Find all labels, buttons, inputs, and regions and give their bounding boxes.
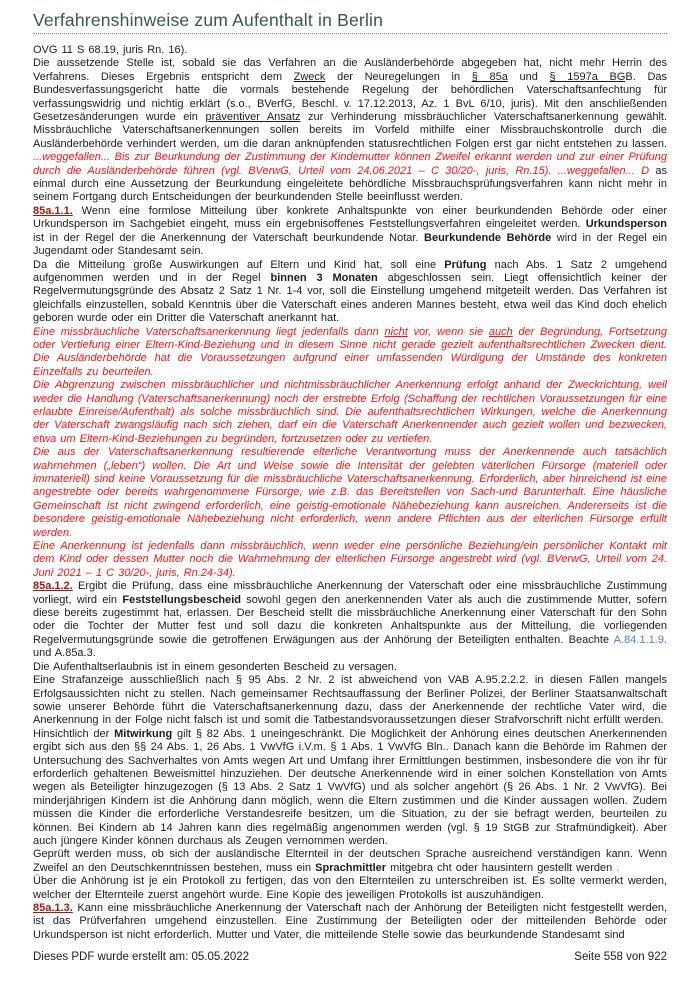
text-segment: Geprüft werden muss, ob sich der ausländische Elternteil in der deutschen Sprache ausreichend verständigen kann. Wenn Zweifel an den Deutschkenntnissen bestehen, muss ein (33, 848, 667, 874)
text-segment: D (641, 164, 650, 177)
text-segment: präventiver Ansatz (205, 111, 301, 124)
text-segment: § 1597a BG (549, 70, 626, 83)
text-segment: Eine missbräuchliche Vaterschaftsanerkennung liegt jedenfalls dann (33, 325, 385, 338)
text-segment: und (507, 70, 550, 83)
text-segment: Die Abgrenzung zwischen missbräuchlicher und nichtmissbräuchlicher Anerkennung erfolgt anhand der Zweckrichtung, weil weder die Handlung (Vaterschaftsanerkennung) noch der erstrebte Erfolg (Schaffung der rechtlichen Voraussetzungen für eine erlaubte Einreise/Aufenthalt) als solche missbräuchlich sind. Die aufenthaltsrechtlichen Wirkungen, welche die Anerkennung der Vaterschaft zwangsläufig nach sich ziehen, darf ein die Vaterschaft Anerkennender auch gezielt wollen und bezwecken, etwa um Eltern-Kind-Beziehungen zu begründen, fortzusetzen oder zu vertiefen. (33, 379, 667, 445)
paragraph (33, 875, 667, 902)
section-label-85a-1-1: 85a.1.1. (33, 204, 73, 217)
text-segment: zur Verhinderung missbräuchlicher Vaterschaftsanerkennung gewählt. Missbräuchliche Vaterschaftsanerkennungen sollen bereits im Vorfeld mithilfe einer Missbrauchskontrolle durch die Ausländerbehörde verhindert werden, um die daran anknüpfenden statusrechtlichen Folgen erst gar nicht entstehen zu lassen. (33, 111, 668, 150)
text-segment: Kann eine missbräuchliche Anerkennung der Vaterschaft nach der Anhörung der Beteiligten nicht festgestellt werden, ist das Prüfverfahren umgehend einzustellen. Eine Zustimmung der Beteiligten oder der mitteilenden Behörde oder Urkundsperson ist nicht erforderlich. Mutter und Vater, die mitteilende Stelle sowie das beurkundende Standesamt sind (33, 902, 667, 941)
paragraph (33, 661, 667, 674)
text-segment: mitgebra cht oder hausintern gestellt werden (386, 861, 617, 874)
text-segment: Über die Anhörung ist je ein Protokoll zu fertigen, das von den Elternteilen zu unterschreiben ist. Es sollte vermerkt werden, welcher der Elternteile zuerst angehört wurde. Eine Kopie des jeweiligen Protokolls ist auszuhändigen. (33, 875, 667, 901)
paragraph (33, 728, 667, 849)
text-segment: nach Abs. 1 Satz 2 umgehend aufgenommen werden und in der Regel (33, 258, 667, 284)
paragraph (33, 580, 667, 660)
text-segment: Da die Mitteilung große Auswirkungen auf Eltern und Kind hat, soll eine (33, 258, 445, 271)
text-segment: Hinsichtlich der (33, 727, 115, 740)
footer-page-number: Seite 558 von 922 (574, 951, 667, 963)
text-segment: Ergibt die Prüfung, dass eine missbräuchliche Anerkennung der Vaterschaft oder eine missbräuchliche Zustimmung vorliegt, wird ein (33, 580, 667, 606)
text-segment: Prüfung (444, 258, 487, 271)
text-segment: Die Aufenthaltserlaubnis ist in einem gesonderten Bescheid zu versagen. (33, 660, 397, 673)
text-segment: gilt § 82 Abs. 1 uneingeschränkt. Die Möglichkeit der Anhörung eines deutschen Anerkennenden ergibt sich aus den §§ 24 Abs. 1, 26 Abs. 1 VwVfG i.V.m. § 1 Abs. 1 VwVfG Bln.. Danach kann die Behörde im Rahmen der Untersuchung des Sachverhaltes von Amts wegen Art und Umfang ihrer Ermittlungen bestimmen, insbesondere die von ihr für erforderlich gehaltenen Beweismittel hinzuziehen. Der deutsche Anerkennende wird in einer solchen Konstellation von Amts wegen als Beteiligter hinzugezogen (§ 13 Abs. 2 Satz 1 VwVfG) und als solcher angehört (§ 26 Abs. 1 Nr. 2 VwVfG). Bei minderjährigen Kindern ist die Anhörung dann möglich, wenn die Eltern zustimmen und die Kinder aussagen wollen. Zudem müssen die Kinder die erforderliche Verstandesreife besitzen, um die Situation, zu der sie befragt werden, beurteilen zu können. Bei Kindern ab 14 Jahren kann dies regelmäßig angenommen werden (vgl. § 19 StGB zur Strafmündigkeit). Aber auch jüngere Kinder können durchaus als Zeugen vernommen werden. (33, 727, 667, 847)
paragraph (33, 57, 667, 204)
text-segment: Die aus der Vaterschaftsanerkennung resultierende elterliche Verantwortung muss der Anerkennende auch tatsächlich wahrnehmen („leben“) wollen. Die Art und Weise sowie die Intensität der gelebten väterlichen Fürsorge (materiell oder immateriell) sind keine Voraussetzung für die missbräuchliche Vaterschaftsanerkennung. Erforderlich, aber hinreichend ist eine angestrebte oder bereits wahrgenommene Fürsorge, wie z.B. das Bereitstellen von Sach-und Barunterhalt. Eine häusliche Gemeinschaft ist nicht zwingend erforderlich, eine geistig-emotionale Nähebeziehung kann ausreichen. Andererseits ist die besondere geistig-emotionale Nähebeziehung nicht erforderlich, wenn andere Pflichten aus der elterlichen Fürsorge erfüllt werden. (33, 446, 667, 539)
text-segment: as einmal durch eine Aussetzung der Beurkundung eingeleitete behördliche Missbrauchsprüfungsverfahren kann nicht mehr in seinem Fortgang durch Entscheidungen der beurkundenden Stelle beeinflusst werden. (33, 164, 667, 204)
text-segment: ...weggefallen... Bis zur Beurkundung der Zustimmung der Kindemutter können Zweifel erkannt werden und zur einer Prüfung durch die Ausländerbehörde führen (vgl. BVerwG, Urteil vom 24.06.2021 – C 30/20-, juris, Rn.15). ...weggefallen... (33, 151, 667, 177)
section-label-85a-1-3: 85a.1.3. (33, 902, 73, 914)
page-title: Verfahrenshinweise zum Aufenthalt in Berlin (33, 10, 384, 30)
text-segment: der Begründung, Fortsetzung oder Vertiefung einer Eltern-Kind-Beziehung und in diesem Sinne nicht gerade gezielt aufenthaltsrechtlichen Zwecken dient. Die Ausländerbehörde hat die Voraussetzungen aufgrund einer umfassenden Würdigung der Umstände des konkreten Einzelfalls zu beurteilen. (33, 325, 667, 378)
paragraph (33, 44, 667, 57)
link-A-84-1-1-9[interactable]: A.84.1.1.9. (613, 633, 667, 646)
text-segment: auch (488, 325, 513, 338)
text-segment: Sprachmittler (315, 861, 387, 874)
text-segment: abgeschlossen sein. Liegt offensichtlich keiner der Regelvermutungsgründe des Absatz 2 Satz 1 Nr. 1-4 vor, soll die Einstellung umgehend mitgeteilt werden. Das Verfahren ist gleichfalls einzustellen, sobald Kenntnis über die Vaterschaft eines anderen Mannes besteht, etwa weil das Kind doch ehelich geboren wurde oder ein Dritter die Vaterschaft anerkannt hat. (33, 271, 667, 325)
text-segment: nicht (384, 325, 408, 338)
paragraph (33, 540, 667, 580)
text-segment: Eine Strafanzeige ausschließlich nach § 95 Abs. 2 Nr. 2 ist abweichend von VAB A.95.2.2.2. in diesen Fällen mangels Erfolgsaussichten nicht zu stellen. Nach gemeinsamer Rechtsauffassung der Berliner Polizei, der Berliner Staatsanwaltschaft sowie unserer Behörde führt die Vaterschaftsanerkennung dazu, dass der Anerkennende der rechtliche Vater wird, die Anerkennung in der Folge nicht falsch ist und somit die Tatbestandsvoraussetzungen dieser Strafvorschrift nicht erfüllt werden. (33, 674, 667, 727)
text-segment: Die aussetzende Stelle ist, sobald sie das Verfahren an die Ausländerbehörde abgegeben hat, nicht mehr Herrin des Verfahrens. Dieses Ergebnis entspricht dem (33, 57, 667, 83)
text-segment: Mitwirkung (114, 727, 173, 740)
text-segment: wird in der Regel ein Jugendamt oder Standesamt sein. (33, 231, 667, 258)
text-segment: binnen 3 Monaten (270, 271, 378, 284)
text-segment: der Neuregelungen in (325, 70, 472, 83)
text-segment: B. Das Bundesverfassungsgericht hatte die vormals bestehende Regelung der behördlichen Vaterschaftsanfechtung für verfassungswidrig und nichtig erklärt (s.o., BVerfG, Beschl. v. 17.12.2013, Az. 1 BvL 6/10, juris). Mit den anschließenden Gesetzesänderungen wurde ein (33, 70, 668, 124)
text-segment: Zweck (293, 70, 326, 83)
text-segment: Wenn eine formlose Mitteilung über konkrete Anhaltspunkte von einer beurkundenden Behörde oder einer Urkundsperson im Sachgebiet eingeht, muss ein ergebnisoffenes Feststellungsverfahren eingeleitet werden. (33, 204, 667, 231)
paragraph (33, 259, 667, 326)
paragraph (33, 848, 667, 875)
text-segment: § 85a (471, 70, 508, 83)
text-segment: Eine Anerkennung ist jedenfalls dann missbräuchlich, wenn weder eine persönliche Beziehung/ein persönlicher Kontakt mit dem Kind oder dessen Mutter noch die Wahrnehmung der elterlichen Fürsorge angestrebt wird (vgl. BVerwG, Urteil vom 24. Juni 2021 – 1 C 30/20-, juris, Rn.24-34). (33, 540, 667, 579)
section-label-85a-1-2: 85a.1.2. (33, 580, 73, 593)
paragraph (33, 326, 667, 380)
page-footer (33, 951, 667, 963)
title-divider (33, 33, 667, 34)
footer-created-date: Dieses PDF wurde erstellt am: 05.05.2022 (33, 951, 250, 963)
paragraph (33, 674, 667, 728)
text-segment: Feststellungsbescheid (122, 593, 241, 606)
text-segment: sowohl gegen den anerkennenden Vater als auch die zustimmende Mutter, sofern diese bereits zugestimmt hat, erlassen. Der Bescheid stellt die missbräuchliche Anerkennung einer Vaterschaft für den Sohn oder die Tochter der Mutter fest und soll dazu die konkreten Anhaltspunkte aus der Mitteilung, die vorliegenden Regelvermutungsgründe sowie die getroffenen Erwägungen aus der Anhörung der Beteiligten enthalten. Beachte (33, 593, 667, 646)
text-segment: Beurkundende Behörde (424, 231, 552, 244)
paragraph (33, 205, 667, 259)
text-segment: und A.85a.3. (33, 647, 96, 660)
link-period[interactable]: . (616, 861, 620, 874)
document-body (33, 44, 667, 942)
text-segment: vor, wenn sie (407, 325, 489, 338)
text-segment: Urkundsperson (585, 218, 667, 231)
paragraph (33, 902, 667, 942)
paragraph (33, 446, 667, 540)
text-segment: ist in der Regel der die Anerkennung der Vaterschaft beurkundende Notar. (33, 231, 425, 244)
text-segment: OVG 11 S 68.19, juris Rn. 16). (33, 44, 188, 56)
paragraph (33, 379, 667, 446)
